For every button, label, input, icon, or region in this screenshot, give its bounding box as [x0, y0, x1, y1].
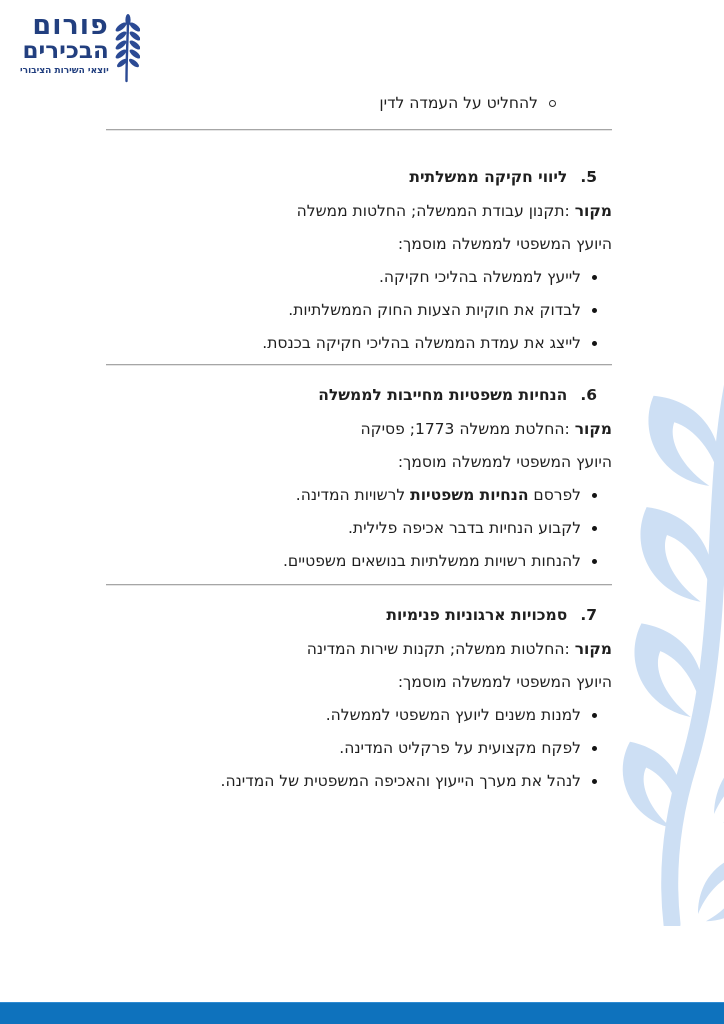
logo-subtitle: יוצאי השירות הציבורי — [20, 66, 109, 76]
section-heading — [106, 385, 597, 405]
bullet-row — [106, 267, 597, 287]
circle-bullet-icon — [549, 100, 556, 107]
bullet-row — [106, 518, 597, 538]
bullet-row — [106, 705, 597, 725]
horizontal-divider — [106, 129, 612, 131]
bullet-list — [106, 705, 612, 791]
section-number: 7. — [580, 606, 597, 624]
bullet-dot-icon — [592, 341, 597, 346]
bullet-text: לייצג את עמדת הממשלה בהליכי חקיקה בכנסת. — [262, 334, 581, 352]
document-content — [106, 86, 612, 791]
bullet-text-post: לרשויות המדינה. — [295, 486, 411, 504]
bullet-list — [106, 267, 612, 353]
bullet-text: לבדוק את חוקיות הצעות החוק הממשלתיות. — [288, 301, 581, 319]
section-title: ליווי חקיקה ממשלתית — [409, 168, 568, 186]
source-label: מקור — [574, 420, 612, 438]
source-line — [106, 201, 612, 221]
source-text: :החלטת ממשלה 1773; פסיקה — [360, 420, 570, 438]
footer-bar — [0, 1002, 724, 1024]
horizontal-divider — [106, 364, 612, 366]
section-heading — [106, 605, 597, 625]
horizontal-divider — [106, 584, 612, 586]
bullet-text: לייעץ לממשלה בהליכי חקיקה. — [378, 268, 581, 286]
sub-bullet-row — [106, 93, 556, 113]
section-number: 5. — [580, 168, 597, 186]
logo — [20, 10, 140, 87]
bullet-text: לקבוע הנחיות בדבר אכיפה פלילית. — [347, 519, 581, 537]
source-text: :תקנון עבודת הממשלה; החלטות ממשלה — [296, 202, 570, 220]
logo-title-line2: הבכירים — [22, 38, 109, 64]
source-line — [106, 419, 612, 439]
bullet-dot-icon — [592, 779, 597, 784]
source-text: :החלטות ממשלה; תקנות שירות המדינה — [306, 640, 570, 658]
section-6 — [106, 385, 612, 571]
bullet-text: למנות משנים ליועץ המשפטי לממשלה. — [325, 706, 581, 724]
section-5 — [106, 167, 612, 353]
bullet-dot-icon — [592, 746, 597, 751]
bullet-row — [106, 333, 597, 353]
wheat-emblem-icon — [114, 13, 140, 87]
section-heading — [106, 167, 597, 187]
bullet-text: לנהל את מערך הייעוץ והאכיפה המשפטית של המדינה. — [220, 772, 581, 790]
bullet-text-bold: הנחיות משפטיות — [410, 486, 529, 504]
section-intro-line: היועץ המשפטי לממשלה מוסמך: — [397, 453, 612, 471]
bullet-dot-icon — [592, 275, 597, 280]
section-title: הנחיות משפטיות מחייבות לממשלה — [318, 386, 568, 404]
bullet-text: לפקח מקצועית על פרקליט המדינה. — [339, 739, 581, 757]
source-line — [106, 639, 612, 659]
section-title: סמכויות ארגוניות פנימיות — [386, 606, 568, 624]
logo-text — [20, 10, 109, 78]
bullet-text: להנחות רשויות ממשלתיות בנושאים משפטיים. — [283, 552, 581, 570]
sub-bullet-text: להחליט על העמדה לדין — [379, 94, 538, 112]
bullet-row — [106, 771, 597, 791]
bullet-dot-icon — [592, 526, 597, 531]
bullet-dot-icon — [592, 559, 597, 564]
bullet-dot-icon — [592, 713, 597, 718]
section-intro-line: היועץ המשפטי לממשלה מוסמך: — [397, 673, 612, 691]
bullet-text — [296, 485, 581, 505]
bullet-row — [106, 300, 597, 320]
logo-title-line1: פורום — [32, 10, 109, 41]
bullet-list — [106, 485, 612, 571]
source-label: מקור — [574, 640, 612, 658]
bullet-text-pre: לפרסם — [528, 486, 581, 504]
bullet-row — [106, 738, 597, 758]
section-number: 6. — [580, 386, 597, 404]
section-7 — [106, 605, 612, 791]
bullet-row — [106, 485, 597, 505]
section-intro-line: היועץ המשפטי לממשלה מוסמך: — [397, 235, 612, 253]
source-label: מקור — [574, 202, 612, 220]
bullet-dot-icon — [592, 308, 597, 313]
bullet-row — [106, 551, 597, 571]
bullet-dot-icon — [592, 493, 597, 498]
